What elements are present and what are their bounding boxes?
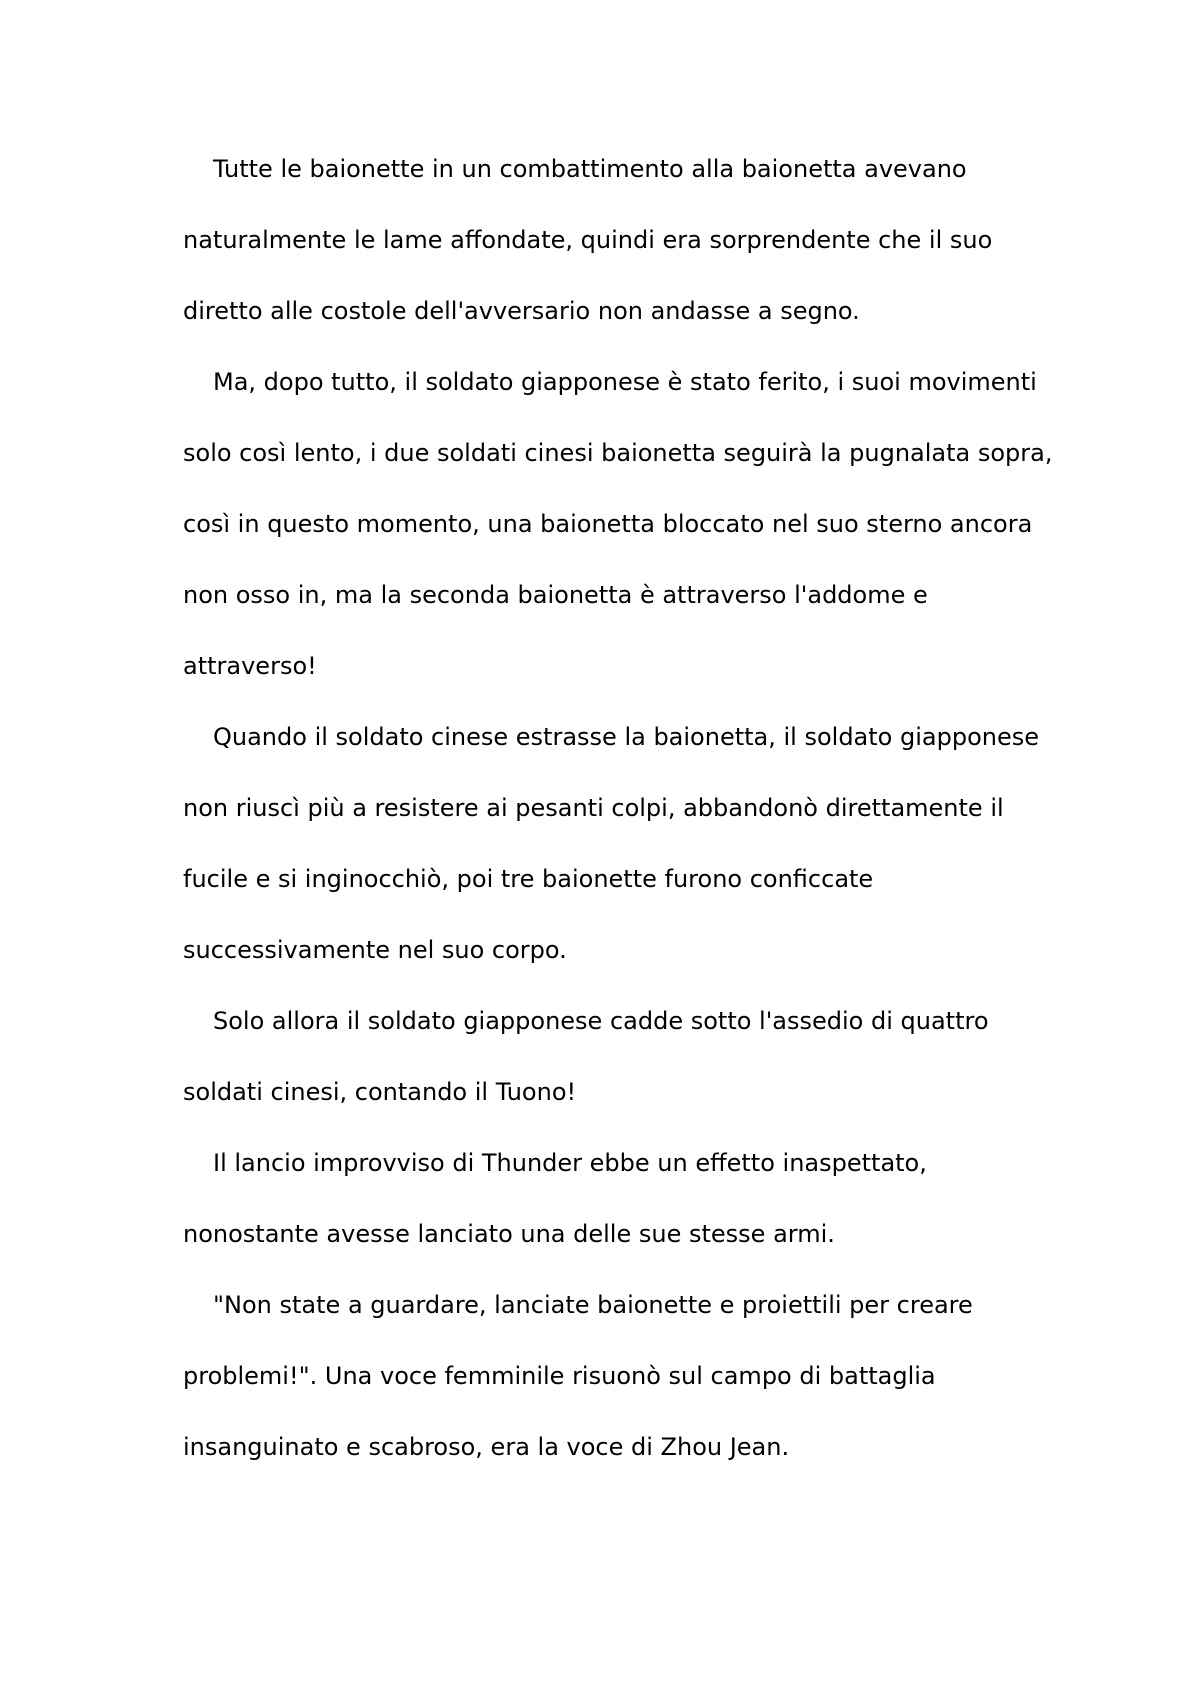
paragraph: Quando il soldato cinese estrasse la baionetta, il soldato giapponese non riuscì più a resistere ai pesanti colpi, abbandonò direttamente il fucile e si inginocchiò, poi tre baionette furono conficcate successivamente nel suo corpo. <box>183 723 1039 964</box>
paragraph: Tutte le baionette in un combattimento alla baionetta avevano naturalmente le lame affondate, quindi era sorprendente che il suo diretto alle costole dell'avversario non andasse a segno. <box>183 155 993 325</box>
paragraph: Ma, dopo tutto, il soldato giapponese è stato ferito, i suoi movimenti solo così lento, i due soldati cinesi baionetta seguirà la pugnalata sopra, così in questo momento, una baionetta bloccato nel suo sterno ancora non osso in, ma la seconda baionetta è attraverso l'addome e attraverso! <box>183 368 1053 680</box>
paragraph: "Non state a guardare, lanciate baionette e proiettili per creare problemi!". Una voce femminile risuonò sul campo di battaglia insanguinato e scabroso, era la voce di Zhou Jean. <box>183 1291 973 1461</box>
document-body <box>183 134 1063 1483</box>
paragraph: Il lancio improvviso di Thunder ebbe un effetto inaspettato, nonostante avesse lanciato una delle sue stesse armi. <box>183 1149 927 1248</box>
paragraph: Solo allora il soldato giapponese cadde sotto l'assedio di quattro soldati cinesi, contando il Tuono! <box>183 1007 989 1106</box>
